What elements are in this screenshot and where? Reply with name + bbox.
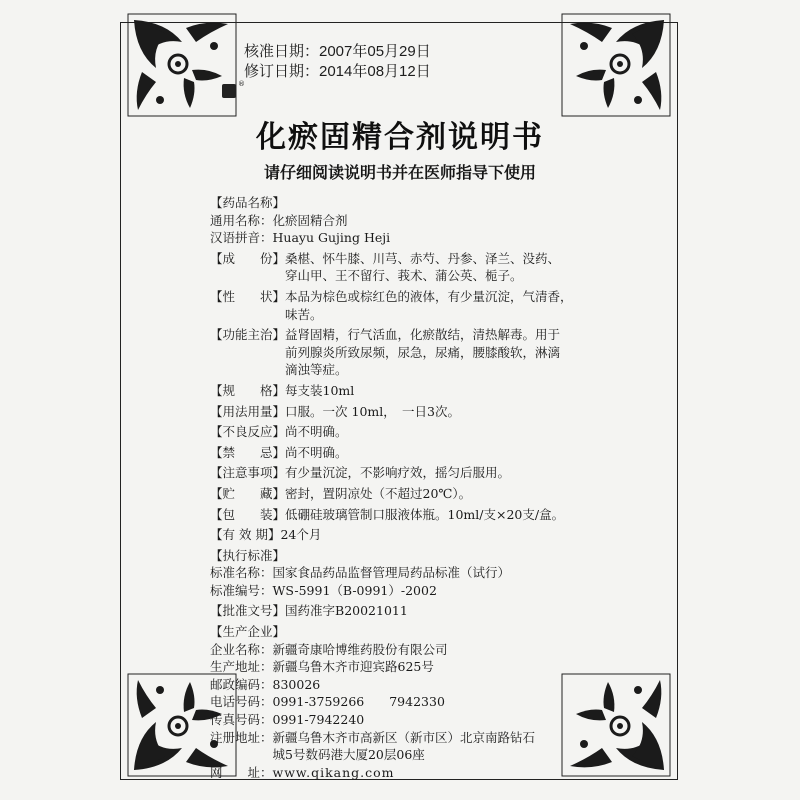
field-value: Huayu Gujing Heji (272, 230, 391, 246)
section-spec (210, 382, 658, 400)
company-logo-icon (222, 84, 236, 98)
field-label: 标准编号： (210, 582, 273, 598)
field-label: 网 址： (210, 764, 273, 780)
field-registered-address-cont (210, 746, 658, 764)
field-registered-address (210, 729, 658, 747)
corner-ornament-top-left-icon (126, 12, 238, 118)
section-label: 【功能主治】 (210, 327, 286, 343)
section-usage (210, 403, 658, 421)
section-manufacturer (210, 623, 658, 641)
section-indications (210, 326, 658, 344)
section-label: 【成 份】 (210, 250, 286, 266)
section-value: 尚不明确。 (285, 444, 348, 460)
field-standard-code (210, 582, 658, 600)
registered-mark-icon: ® (238, 80, 245, 88)
section-package (210, 506, 658, 524)
document-subtitle: 请仔细阅读说明书并在医师指导下使用 (263, 163, 536, 182)
section-storage (210, 485, 658, 503)
field-label: 电话号码： (210, 694, 273, 710)
section-value: 密封，置阴凉处（不超过20℃）。 (285, 485, 472, 501)
field-generic-name (210, 212, 658, 230)
field-value: 新疆乌鲁木齐市高新区（新市区）北京南路钻石 (272, 729, 536, 745)
field-value: WS-5991（B-0991）-2002 (272, 582, 437, 598)
section-value-line: 益肾固精，行气活血，化瘀散结，清热解毒。用于 (285, 327, 561, 343)
field-label: 传真号码： (210, 712, 273, 728)
field-phone (210, 693, 658, 711)
section-composition (210, 250, 658, 268)
field-label: 汉语拼音： (210, 230, 273, 246)
section-standard (210, 547, 658, 565)
approval-date: 核准日期：2007年05月29日 (244, 43, 431, 60)
field-value: 化瘀固精合剂 (272, 212, 348, 228)
section-value: 每支装10ml (285, 382, 355, 398)
section-value: 有少量沉淀，不影响疗效，摇匀后服用。 (285, 465, 511, 481)
field-value: 0991-3759266 7942330 (272, 694, 445, 710)
field-value: 城5号数码港大厦20层06座 (272, 747, 425, 763)
section-contraindications (210, 444, 658, 462)
section-heading: 【执行标准】 (210, 547, 286, 563)
section-label: 【性 状】 (210, 288, 286, 304)
section-value-line: 本品为棕色或棕红色的液体，有少量沉淀，气清香， (285, 288, 573, 304)
field-label: 通用名称： (210, 212, 273, 228)
section-validity (210, 526, 658, 544)
date-block (244, 42, 431, 82)
section-value: 尚不明确。 (285, 424, 348, 440)
section-drug-name (210, 194, 658, 212)
website-link[interactable]: www.qikang.com (272, 764, 395, 780)
section-value-line: 穿山甲、王不留行、莪术、蒲公英、栀子。 (285, 268, 523, 284)
section-value-line: 味苦。 (285, 306, 323, 322)
field-label: 注册地址： (210, 729, 273, 745)
section-approval-number (210, 602, 658, 620)
section-adverse-reactions (210, 423, 658, 441)
leaflet-content (210, 194, 658, 781)
section-heading: 【药品名称】 (210, 195, 286, 210)
section-label: 【注意事项】 (210, 465, 286, 481)
section-indications-cont (210, 344, 658, 362)
section-label: 【规 格】 (210, 382, 286, 398)
section-label: 【不良反应】 (210, 424, 286, 440)
revision-date: 修订日期：2014年08月12日 (244, 63, 431, 80)
section-label: 【包 装】 (210, 506, 286, 522)
section-value-line: 滴浊等症。 (285, 362, 348, 378)
section-value: 低硼硅玻璃管制口服液体瓶。10ml/支×20支/盒。 (285, 506, 565, 522)
field-value: 830026 (272, 676, 321, 692)
section-value: 国药准字B20021011 (285, 603, 408, 619)
field-fax (210, 711, 658, 729)
field-production-address (210, 658, 658, 676)
field-value: 新疆奇康哈博维药股份有限公司 (272, 641, 448, 657)
field-value: 国家食品药品监督管理局药品标准（试行） (272, 565, 511, 581)
section-composition-cont (210, 267, 658, 285)
field-company-name (210, 641, 658, 659)
field-value: 新疆乌鲁木齐市迎宾路625号 (272, 659, 434, 675)
section-value-line: 桑椹、怀牛膝、川芎、赤芍、丹参、泽兰、没药、 (285, 250, 561, 266)
corner-ornament-top-right-icon (560, 12, 672, 118)
field-label: 生产地址： (210, 659, 273, 675)
section-label: 【有 效 期】 (210, 527, 281, 543)
field-value: 0991-7942240 (272, 712, 365, 728)
section-precautions (210, 464, 658, 482)
field-standard-name (210, 564, 658, 582)
section-label: 【用法用量】 (210, 403, 286, 419)
field-label: 企业名称： (210, 641, 273, 657)
field-website (210, 764, 658, 782)
section-character-cont (210, 306, 658, 324)
section-heading: 【生产企业】 (210, 624, 286, 640)
section-label: 【禁 忌】 (210, 444, 286, 460)
field-label: 邮政编码： (210, 676, 273, 692)
field-pinyin (210, 229, 658, 247)
section-indications-cont (210, 361, 658, 379)
section-label: 【贮 藏】 (210, 485, 286, 501)
section-label: 【批准文号】 (210, 603, 286, 619)
section-value: 口服。一次 10ml， 一日3次。 (285, 403, 460, 419)
field-postcode (210, 676, 658, 694)
field-label: 标准名称： (210, 565, 273, 581)
section-value-line: 前列腺炎所致尿频，尿急，尿痛，腰膝酸软，淋漓 (285, 344, 561, 360)
section-value: 24个月 (280, 527, 322, 543)
document-title: 化瘀固精合剂说明书 (256, 120, 544, 155)
section-character (210, 288, 658, 306)
